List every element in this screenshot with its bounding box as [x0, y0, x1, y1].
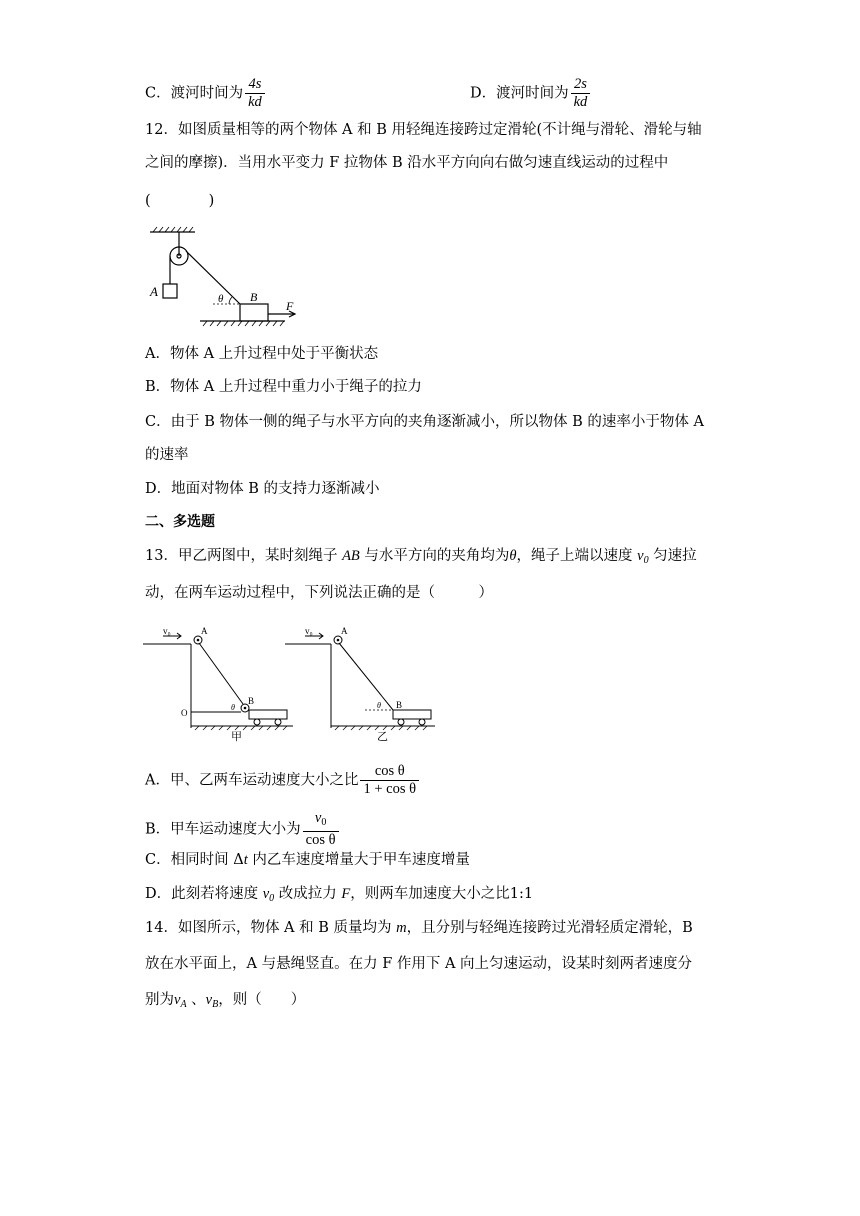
jia-label-theta: θ [231, 703, 235, 712]
q11-option-c [145, 76, 267, 111]
q12-option-a: A．物体 A 上升过程中处于平衡状态 [145, 346, 379, 362]
yi-label-v0: v₀ [305, 626, 313, 636]
q11-option-c-text: C．渡河时间为 [145, 85, 244, 102]
yi-label-theta: θ [377, 701, 381, 710]
q13-option-c: C．相同时间 Δt 内乙车速度增量大于甲车速度增量 [145, 852, 470, 868]
jia-label-b: B [248, 696, 255, 706]
q13-stem-line1: 13．甲乙两图中，某时刻绳子 AB 与水平方向的夹角均为θ，绳子上端以速度 $v_0$ 匀速拉 [145, 548, 697, 566]
q12-answer-blank: ( ) [145, 193, 215, 209]
q13-option-d: D．此刻若将速度 $v_0$ 改成拉力 F，则两车加速度大小之比1:1 [145, 886, 534, 904]
section-heading-multiple-choice: 二、多选题 [145, 514, 215, 530]
q13-option-a: A．甲、乙两车运动速度大小之比 $\frac{\text{cos θ}}{\text{1 + cos θ}}$ [145, 763, 421, 798]
q12-pulley-figure [145, 224, 305, 330]
q13-option-b: B．甲车运动速度大小为 $\frac{v_0}{\text{cos θ}}$ [145, 810, 341, 849]
jia-label-a: A [201, 626, 208, 636]
q13-option-a-fraction: $\frac{\text{cos θ}}{\text{1 + cos θ}}$ [360, 763, 419, 798]
jia-caption: 甲 [231, 731, 242, 742]
q13-figure-yi [285, 624, 437, 742]
q14-stem-line3: 别为$v_A$ 、$v_B$，则（ ） [145, 992, 306, 1010]
q12-label-a: A [150, 284, 158, 299]
q13-figure-jia [143, 624, 295, 742]
q11-option-d-fraction: $\frac{2s}{kd}$ [571, 76, 591, 111]
q11-option-d-text: D．渡河时间为 [470, 85, 569, 102]
q12-option-d: D．地面对物体 B 的支持力逐渐减小 [145, 481, 380, 497]
q12-option-c-line1: C．由于 B 物体一侧的绳子与水平方向的夹角逐渐减小，所以物体 B 的速率小于物体 A [145, 414, 704, 430]
yi-caption: 乙 [377, 731, 388, 742]
q12-stem-line2: 之间的摩擦)．当用水平变力 F 拉物体 B 沿水平方向向右做匀速直线运动的过程中 [145, 155, 669, 171]
q14-stem-line1: 14．如图所示，物体 A 和 B 质量均为 m，且分别与轻绳连接跨过光滑轻质定滑轮，B [145, 920, 693, 936]
yi-label-b: B [396, 700, 403, 710]
q12-option-b: B．物体 A 上升过程中重力小于绳子的拉力 [145, 379, 422, 395]
q11-option-d [470, 76, 592, 111]
q12-label-b: B [250, 290, 258, 304]
q12-option-c-line2: 的速率 [145, 447, 189, 463]
q13-option-b-fraction: $\frac{v_0}{\text{cos θ}}$ [303, 810, 339, 849]
jia-label-v0: v₀ [163, 626, 171, 636]
q13-stem-line2: 动，在两车运动过程中，下列说法正确的是（ ） [145, 585, 493, 601]
jia-label-o: O [181, 708, 188, 718]
q12-label-theta: θ [218, 293, 224, 305]
q14-stem-line2: 放在水平面上，A 与悬绳竖直。在力 F 作用下 A 向上匀速运动，设某时刻两者速度分 [145, 956, 693, 972]
q11-option-c-fraction: $\frac{4s}{kd}$ [245, 76, 265, 111]
q12-stem-line1: 12．如图质量相等的两个物体 A 和 B 用轻绳连接跨过定滑轮(不计绳与滑轮、滑轮与轴 [145, 122, 702, 138]
q12-label-f: F [286, 299, 294, 313]
yi-label-a: A [341, 626, 348, 636]
